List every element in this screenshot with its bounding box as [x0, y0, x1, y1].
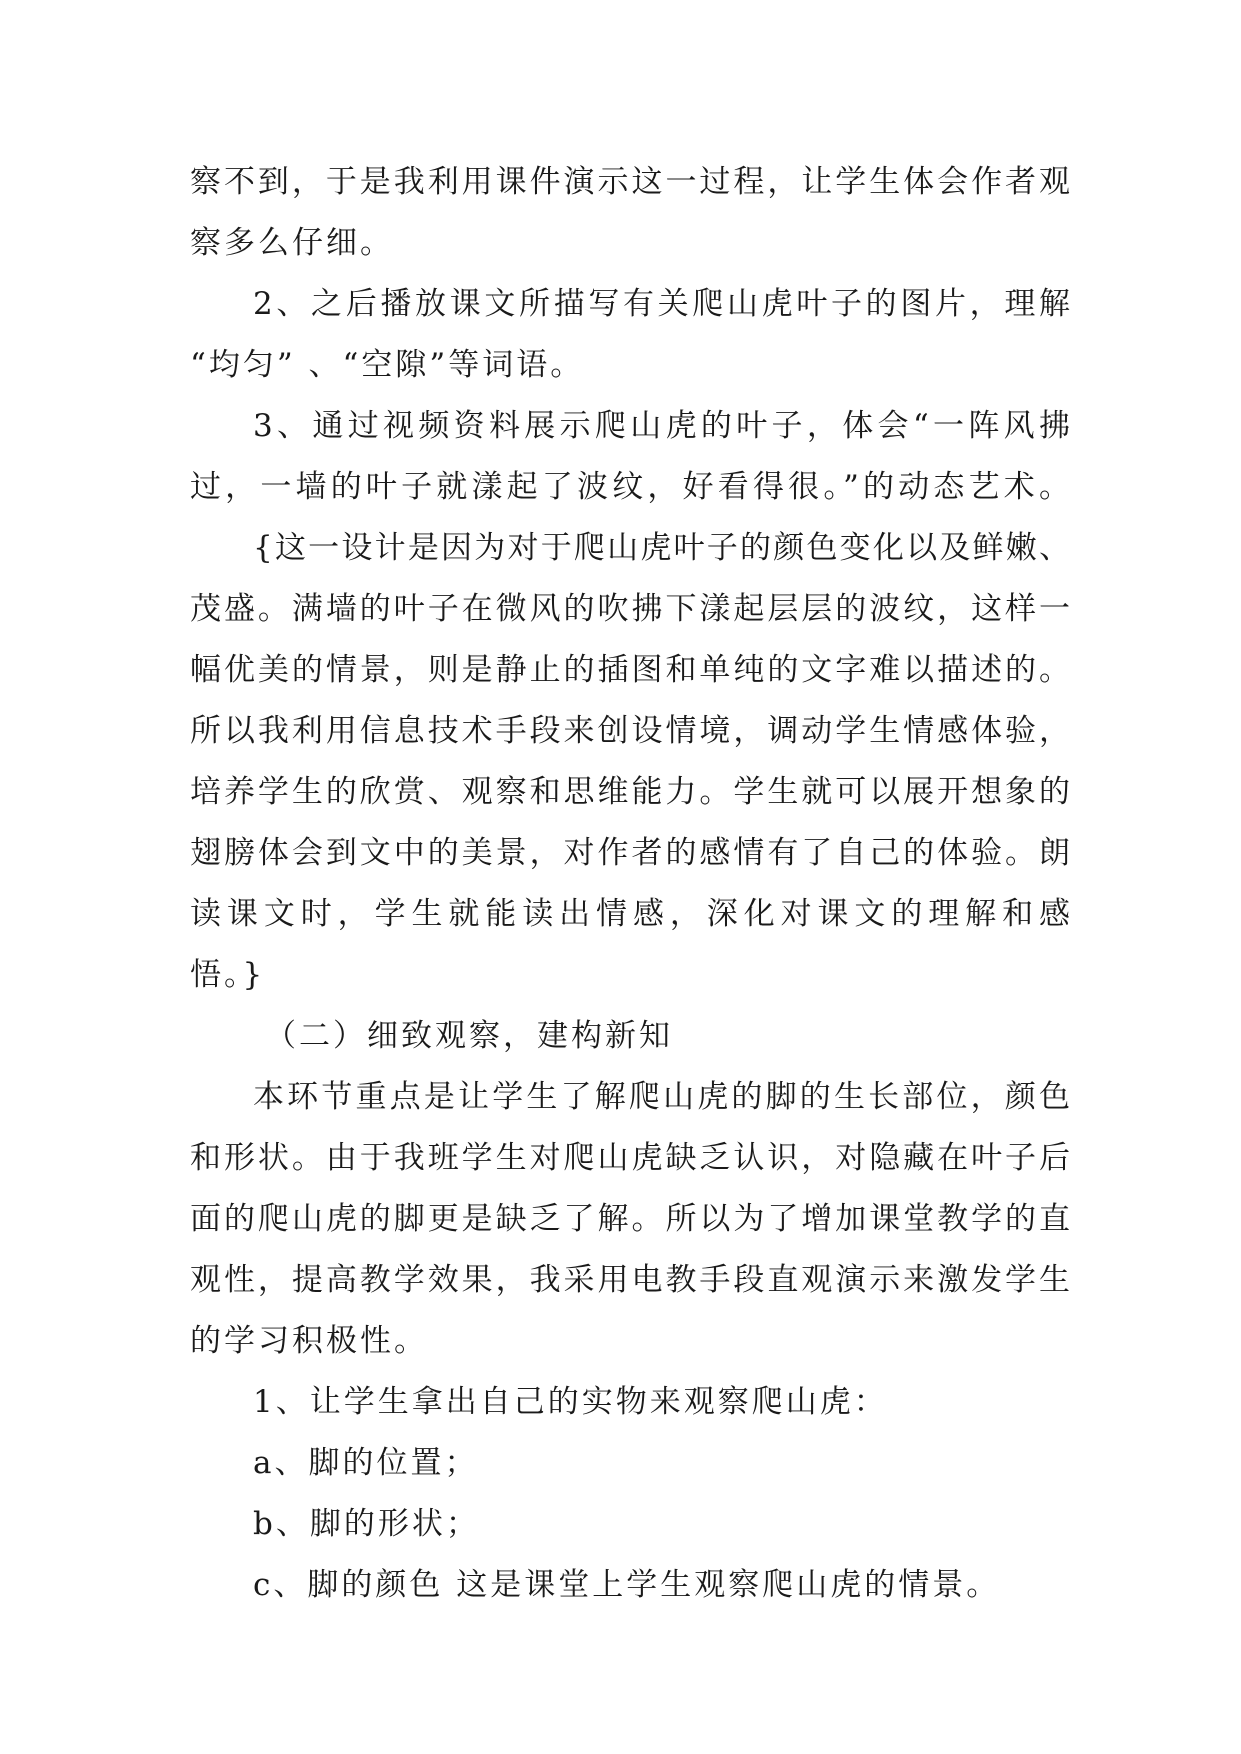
- paragraph-start: 本环节重点是让学生了解爬山虎的脚的生长部位，颜色: [253, 1079, 1070, 1115]
- sub-item-b: b、脚的形状；: [253, 1506, 480, 1542]
- text-line: 过，一墙的叶子就漾起了波纹，好看得很。”的动态艺术。: [190, 469, 1070, 505]
- text-line: 读课文时，学生就能读出情感，深化对课文的理解和感: [190, 896, 1070, 932]
- section-heading: （二）细致观察，建构新知: [265, 1018, 673, 1054]
- list-item-3: 3、通过视频资料展示爬山虎的叶子，体会“一阵风拂: [253, 408, 1070, 444]
- text-line: 面的爬山虎的脚更是缺乏了解。所以为了增加课堂教学的直: [190, 1201, 1070, 1237]
- list-item-2: 2、之后播放课文所描写有关爬山虎叶子的图片，理解: [253, 286, 1070, 322]
- text-line: 翅膀体会到文中的美景，对作者的感情有了自己的体验。朗: [190, 835, 1070, 871]
- list-item-1: 1、让学生拿出自己的实物来观察爬山虎：: [253, 1384, 888, 1420]
- text-line: 幅优美的情景，则是静止的插图和单纯的文字难以描述的。: [190, 652, 1070, 688]
- text-line: 的学习积极性。: [190, 1323, 428, 1359]
- sub-item-a: a、脚的位置；: [253, 1445, 479, 1481]
- text-line: 观性，提高教学效果，我采用电教手段直观演示来激发学生: [190, 1262, 1070, 1298]
- sub-item-c: c、脚的颜色 这是课堂上学生观察爬山虎的情景。: [253, 1567, 1001, 1603]
- text-line: “均匀” 、“空隙”等词语。: [190, 347, 585, 383]
- text-line: 培养学生的欣赏、观察和思维能力。学生就可以展开想象的: [190, 774, 1070, 810]
- text-line: 茂盛。满墙的叶子在微风的吹拂下漾起层层的波纹，这样一: [190, 591, 1070, 627]
- document-body: [190, 158, 1070, 1622]
- text-line: 察多么仔细。: [190, 225, 394, 261]
- text-line: 和形状。由于我班学生对爬山虎缺乏认识，对隐藏在叶子后: [190, 1140, 1070, 1176]
- text-line: 所以我利用信息技术手段来创设情境，调动学生情感体验，: [190, 713, 1070, 749]
- text-line: 察不到，于是我利用课件演示这一过程，让学生体会作者观: [190, 164, 1070, 200]
- text-line: 悟。}: [190, 957, 266, 993]
- design-note-start: {这一设计是因为对于爬山虎叶子的颜色变化以及鲜嫩、: [253, 530, 1070, 566]
